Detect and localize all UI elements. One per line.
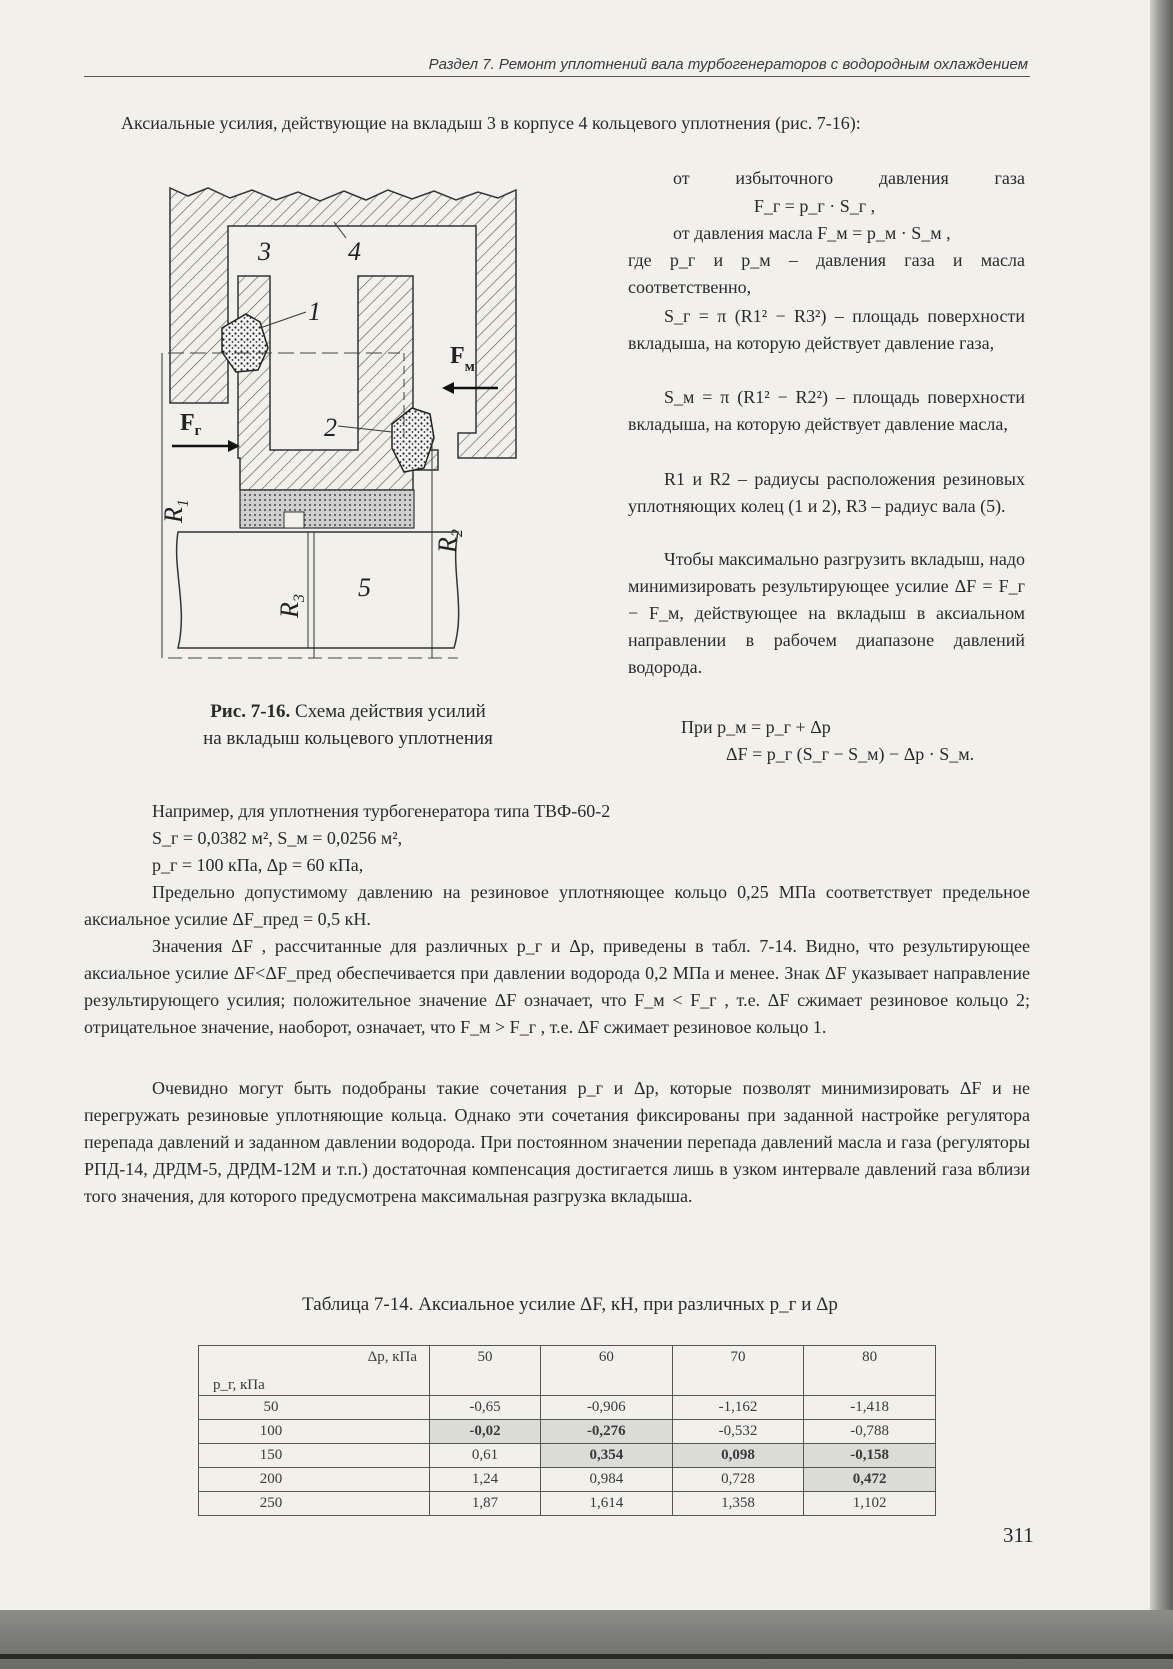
intro-paragraph: Аксиальные усилия, действующие на вкладыш 3 в корпусе 4 кольцевого уплотнения (рис. 7-16):	[121, 113, 861, 133]
row-label: 250	[199, 1492, 430, 1516]
table-cell: 1,358	[672, 1492, 804, 1516]
figure-caption: Рис. 7-16. Схема действия усилий на вкладыш кольцевого уплотнения	[203, 701, 493, 749]
label-5: 5	[358, 573, 371, 602]
rc-oil-pressure: от давления масла F_м = p_м · S_м ,	[673, 223, 951, 243]
rc-radii-def: R1 и R2 – радиусы расположения резиновых уплотняющих колец (1 и 2), R3 – радиус вала (5).	[628, 469, 1025, 516]
label-fm: $F_м$	[450, 343, 475, 375]
table-cell-highlighted: -0,276	[540, 1420, 672, 1444]
table-corner-cell: Δр, кПа р_г, кПа	[199, 1346, 430, 1396]
label-1: 1	[308, 297, 321, 326]
label-r3: $R_3$	[275, 594, 308, 618]
table-cell: 1,614	[540, 1492, 672, 1516]
table-row	[199, 1396, 936, 1420]
oil-groove	[284, 512, 304, 528]
rc-delta-formula: ΔF = p_г (S_г − S_м) − Δp · S_м.	[726, 744, 975, 764]
example-line-3: p_г = 100 кПа, Δp = 60 кПа,	[152, 855, 364, 875]
axial-force-table	[198, 1345, 936, 1516]
housing-4	[170, 188, 516, 458]
table-row	[199, 1420, 936, 1444]
table-cell: 0,984	[540, 1468, 672, 1492]
table-cell: 0,61	[430, 1444, 541, 1468]
table-cell-highlighted: 0,354	[540, 1444, 672, 1468]
table-header-row	[199, 1346, 936, 1396]
para-limit: Предельно допустимому давлению на резиновое уплотняющее кольцо 0,25 МПа соответствует предельное аксиальное усилие ΔF_пред = 0,5 кН.	[84, 882, 1030, 929]
rc-sg-def: S_г = π (R1² − R3²) – площадь поверхности вкладыша, на которую действует давление газа,	[628, 306, 1025, 353]
table-cell-highlighted: -0,158	[804, 1444, 936, 1468]
col-header: 80	[804, 1346, 936, 1396]
table-row	[199, 1492, 936, 1516]
label-4: 4	[348, 237, 361, 266]
rc-minimize: Чтобы максимально разгрузить вкладыш, надо минимизировать результирующее усилие ΔF = F_г − F_м, действующее на вкладыш в аксиальном направлении в рабочем диапазоне давлений водорода.	[628, 549, 1025, 677]
table-row	[199, 1444, 936, 1468]
rc-sm-def: S_м = π (R1² − R2²) – площадь поверхности вкладыша, на которую действует давление масла,	[628, 387, 1025, 434]
force-m-arrowhead	[442, 382, 454, 394]
label-r2: $R_2$	[433, 529, 466, 553]
label-r1: $R_1$	[159, 499, 192, 523]
table-cell: -0,788	[804, 1420, 936, 1444]
row-label: 150	[199, 1444, 430, 1468]
para-combinations: Очевидно могут быть подобраны такие сочетания p_г и Δp, которые позволят минимизировать ΔF и не перегружать резиновые уплотняющие кольца. Однако эти сочетания фиксированы при заданной настройке регулятора перепада давлений и заданном давлении водорода. При постоянном значении перепада давлений масла и газа (регуляторы РПД-14, ДРДМ-5, ДРДМ-12М и т.п.) достаточная компенсация достигается лишь в узком интервале давлений газа вблизи того значения, для которого предусмотрена максимальная разгрузка вкладыша.	[84, 1078, 1030, 1206]
running-header: Раздел 7. Ремонт уплотнений вала турбогенераторов с водородным охлаждением	[428, 56, 1028, 73]
rc-where: где p_г и p_м – давления газа и масла соответственно,	[628, 250, 1025, 297]
row-label: 100	[199, 1420, 430, 1444]
col-header: 60	[540, 1346, 672, 1396]
example-line-1: Например, для уплотнения турбогенератора типа ТВФ-60-2	[152, 801, 611, 821]
header-rule	[84, 76, 1030, 77]
col-header: 70	[672, 1346, 804, 1396]
row-label: 200	[199, 1468, 430, 1492]
table-cell: 1,24	[430, 1468, 541, 1492]
table-cell: -1,418	[804, 1396, 936, 1420]
table-cell: 0,728	[672, 1468, 804, 1492]
rc-gas-pressure: от избыточного давления газа	[673, 168, 1025, 188]
label-fg: $F_г$	[180, 410, 202, 439]
table-cell: 1,102	[804, 1492, 936, 1516]
table-cell: -0,906	[540, 1396, 672, 1420]
rc-fg-formula: F_г = p_г · S_г ,	[753, 196, 876, 216]
table-cell: -1,162	[672, 1396, 804, 1420]
table-cell: 1,87	[430, 1492, 541, 1516]
example-line-2: S_г = 0,0382 м², S_м = 0,0256 м²,	[152, 828, 403, 848]
page-edge-right	[1150, 0, 1173, 1669]
table-cell: -0,532	[672, 1420, 804, 1444]
table-title: Таблица 7-14. Аксиальное усилие ΔF, кН, при различных p_г и Δp	[302, 1294, 838, 1315]
table-cell: -0,65	[430, 1396, 541, 1420]
label-3: 3	[258, 237, 271, 266]
col-header: 50	[430, 1346, 541, 1396]
rc-when: При p_м = p_г + Δp	[681, 717, 831, 737]
page-edge-bottom	[0, 1610, 1173, 1669]
para-values: Значения ΔF , рассчитанные для различных p_г и Δp, приведены в табл. 7-14. Видно, что результирующее аксиальное усилие ΔF<ΔF_пред обеспечивается при давлении водорода 0,2 МПа и менее. Знак ΔF указывает направление результирующего усилия; положительное значение ΔF означает, что F_м < F_г , т.е. ΔF сжимает резиновое кольцо 2; отрицательное значение, наоборот, означает, что F_м > F_г , т.е. ΔF сжимает резиновое кольцо 1.	[84, 936, 1030, 1037]
row-label: 50	[199, 1396, 430, 1420]
table-cell-highlighted: 0,098	[672, 1444, 804, 1468]
table-cell-highlighted: 0,472	[804, 1468, 936, 1492]
page-number: 311	[1003, 1523, 1034, 1547]
babbitt-layer	[240, 490, 414, 528]
shaft-5	[177, 532, 459, 648]
seal-diagram	[159, 188, 520, 696]
label-2: 2	[324, 413, 337, 442]
table-row	[199, 1468, 936, 1492]
table-cell-highlighted: -0,02	[430, 1420, 541, 1444]
